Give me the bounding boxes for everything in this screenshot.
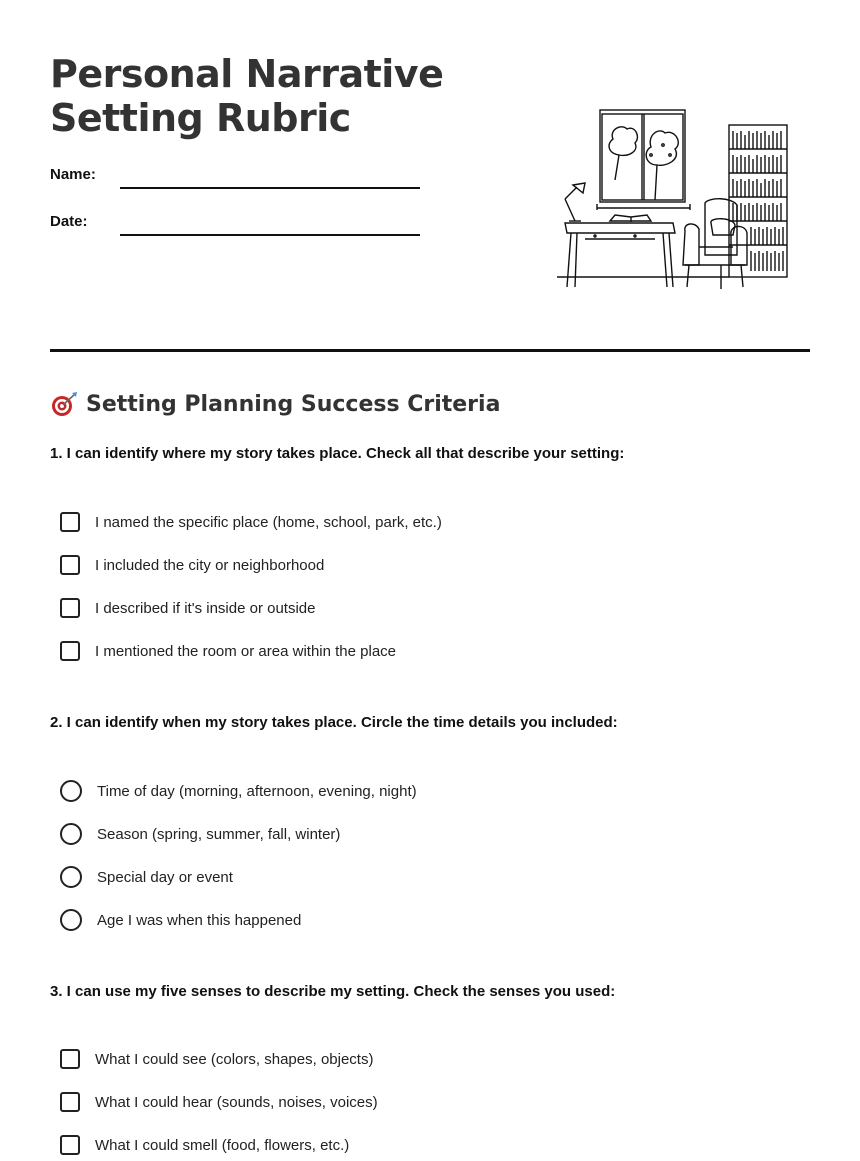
list-item — [60, 1090, 378, 1114]
list-item — [60, 553, 324, 577]
bookshelf-drawing — [729, 125, 787, 277]
name-label: Name: — [50, 166, 96, 183]
target-dart-icon — [50, 391, 78, 417]
checkbox[interactable] — [60, 1092, 80, 1112]
checkbox[interactable] — [60, 598, 80, 618]
question-2: 2. I can identify when my story takes place. Circle the time details you included: — [50, 714, 618, 731]
checkbox[interactable] — [60, 1135, 80, 1155]
item-label: Season (spring, summer, fall, winter) — [97, 825, 341, 843]
circle-option[interactable] — [60, 780, 82, 802]
section-heading — [50, 388, 500, 420]
list-item — [60, 908, 301, 932]
name-field[interactable] — [120, 187, 420, 189]
title-line-1: Personal Narrative — [50, 52, 444, 96]
window-drawing — [597, 110, 690, 210]
date-label: Date: — [50, 213, 88, 230]
item-label: I included the city or neighborhood — [95, 556, 325, 574]
circle-option[interactable] — [60, 866, 82, 888]
circle-option[interactable] — [60, 823, 82, 845]
list-item — [60, 865, 233, 889]
section-heading-text: Setting Planning Success Criteria — [86, 391, 501, 417]
date-field[interactable] — [120, 234, 420, 236]
list-item — [60, 779, 417, 803]
list-item — [60, 1047, 373, 1071]
checkbox[interactable] — [60, 512, 80, 532]
question-3: 3. I can use my five senses to describe my setting. Check the senses you used: — [50, 983, 616, 1000]
checkbox[interactable] — [60, 555, 80, 575]
list-item — [60, 639, 396, 663]
item-label: What I could hear (sounds, noises, voices) — [95, 1093, 378, 1111]
reading-room-illustration — [555, 105, 795, 295]
item-label: I named the specific place (home, school, park, etc.) — [95, 513, 442, 531]
question-1: 1. I can identify where my story takes place. Check all that describe your setting: — [50, 445, 625, 462]
item-label: Time of day (morning, afternoon, evening, night) — [97, 782, 417, 800]
list-item — [60, 510, 442, 534]
item-label: I described if it's inside or outside — [95, 599, 316, 617]
lamp-drawing — [565, 183, 585, 221]
page-title — [50, 52, 443, 140]
item-label: Age I was when this happened — [97, 911, 302, 929]
desk-drawing — [565, 215, 675, 287]
item-label: I mentioned the room or area within the place — [95, 642, 397, 660]
list-item — [60, 1133, 349, 1157]
item-label: Special day or event — [97, 868, 233, 886]
list-item — [60, 822, 340, 846]
checkbox[interactable] — [60, 1049, 80, 1069]
circle-option[interactable] — [60, 909, 82, 931]
checkbox[interactable] — [60, 641, 80, 661]
section-divider — [50, 349, 810, 352]
list-item — [60, 596, 315, 620]
item-label: What I could smell (food, flowers, etc.) — [95, 1136, 350, 1154]
item-label: What I could see (colors, shapes, objects) — [95, 1050, 374, 1068]
title-line-2: Setting Rubric — [50, 96, 351, 140]
armchair-drawing — [683, 199, 747, 289]
